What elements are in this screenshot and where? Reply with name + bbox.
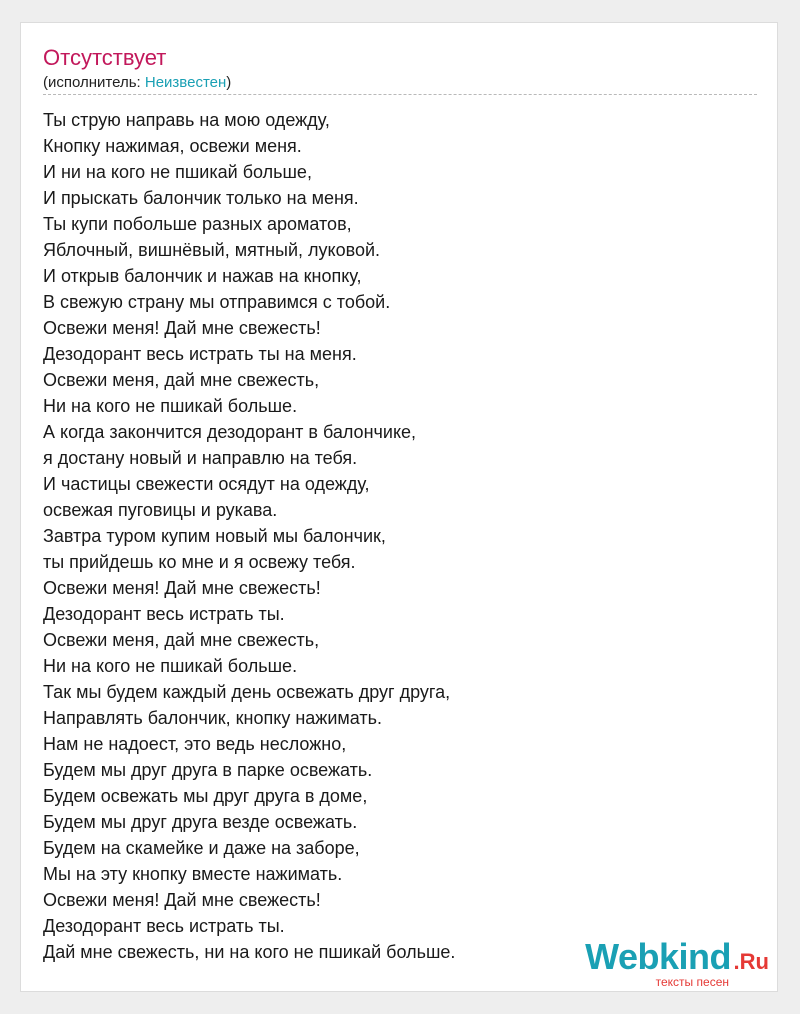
lyric-line: Направлять балончик, кнопку нажимать.: [43, 708, 382, 728]
lyric-line: Ни на кого не пшикай больше.: [43, 396, 298, 416]
song-title: Отсутствует: [43, 45, 167, 70]
lyric-line: Дезодорант весь истрать ты на меня.: [43, 344, 357, 364]
lyric-line: Освежи меня, дай мне свежесть,: [43, 630, 320, 650]
lyric-line: Ты струю направь на мою одежду,: [43, 110, 330, 130]
lyric-line: Освежи меня! Дай мне свежесть!: [43, 318, 321, 338]
lyric-line: Мы на эту кнопку вместе нажимать.: [43, 864, 343, 884]
lyric-line: Дай мне свежесть, ни на кого не пшикай больше.: [43, 942, 456, 962]
lyric-line: Будем мы друг друга везде освежать.: [43, 812, 358, 832]
divider: [43, 94, 757, 95]
lyrics-text: [43, 107, 455, 965]
logo-tld: .Ru: [733, 949, 769, 974]
lyric-line: освежая пуговицы и рукава.: [43, 500, 278, 520]
artist-suffix: ): [226, 74, 232, 91]
lyric-line: И открыв балончик и нажав на кнопку,: [43, 266, 362, 286]
lyric-line: Будем освежать мы друг друга в доме,: [43, 786, 368, 806]
artist-link[interactable]: Неизвестен: [144, 74, 227, 91]
lyric-line: Будем на скамейке и даже на заборе,: [43, 838, 360, 858]
lyric-line: Кнопку нажимая, освежи меня.: [43, 136, 302, 156]
lyric-line: Нам не надоест, это ведь несложно,: [43, 734, 347, 754]
lyric-line: Дезодорант весь истрать ты.: [43, 916, 285, 936]
lyric-line: А когда закончится дезодорант в балончике,: [43, 422, 417, 442]
artist-prefix: (исполнитель:: [43, 74, 145, 91]
lyric-line: И прыскать балончик только на меня.: [43, 188, 359, 208]
lyric-line: Дезодорант весь истрать ты.: [43, 604, 285, 624]
lyric-line: Завтра туром купим новый мы балончик,: [43, 526, 386, 546]
lyric-line: Освежи меня! Дай мне свежесть!: [43, 578, 321, 598]
logo-word: Webkind: [585, 936, 731, 977]
logo-tagline: тексты песен: [655, 975, 729, 989]
lyric-line: я достану новый и направлю на тебя.: [43, 448, 358, 468]
lyric-line: Ни на кого не пшикай больше.: [43, 656, 298, 676]
lyric-line: Яблочный, вишнёвый, мятный, луковой.: [43, 240, 381, 260]
lyric-line: ты прийдешь ко мне и я освежу тебя.: [43, 552, 356, 572]
lyric-line: И частицы свежести осядут на одежду,: [43, 474, 370, 494]
site-logo[interactable]: [571, 937, 771, 989]
lyric-line: Будем мы друг друга в парке освежать.: [43, 760, 373, 780]
lyric-line: Ты купи побольше разных ароматов,: [43, 214, 352, 234]
lyric-line: В свежую страну мы отправимся с тобой.: [43, 292, 391, 312]
lyric-line: Так мы будем каждый день освежать друг друга,: [43, 682, 451, 702]
lyric-line: Освежи меня, дай мне свежесть,: [43, 370, 320, 390]
lyric-line: Освежи меня! Дай мне свежесть!: [43, 890, 321, 910]
artist-line: [43, 73, 231, 93]
lyrics-card: [20, 22, 778, 992]
lyric-line: И ни на кого не пшикай больше,: [43, 162, 312, 182]
